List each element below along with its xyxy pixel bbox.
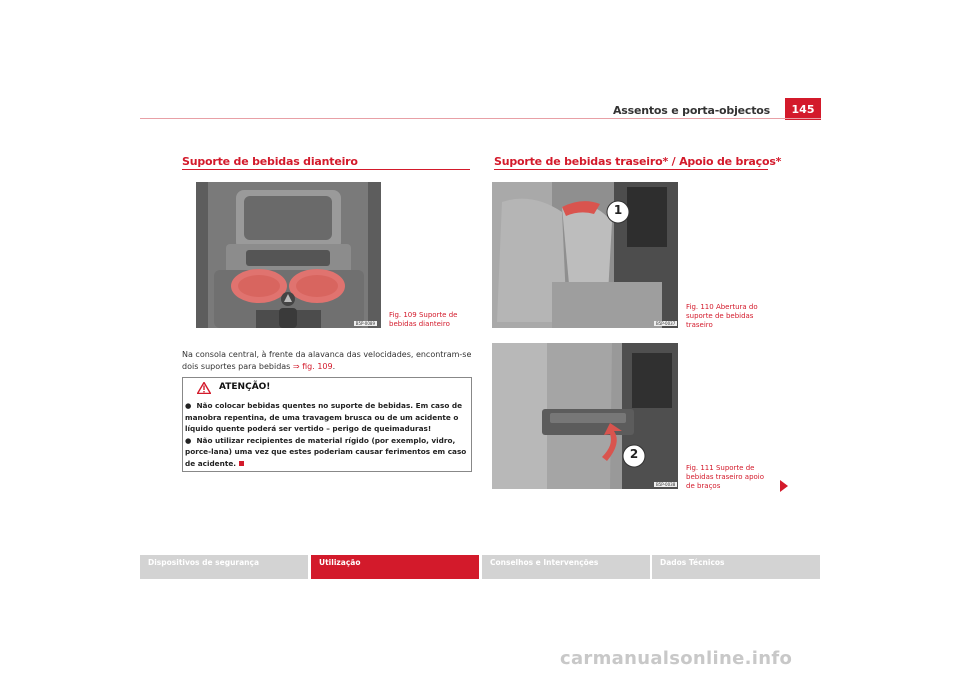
figure-code: B5P-0089 [355,321,375,326]
warning-item-text: Não utilizar recipientes de material rígido (por exemplo, vidro, porce-lana) uma vez que estes poderiam causar ferimentos em caso de acidente. [185,435,467,468]
section-divider [494,169,768,170]
footer-tab-technical-data[interactable]: Dados Técnicos [652,555,820,579]
warning-triangle-icon [197,382,211,394]
paragraph-text: Na consola central, à frente da alavanca das velocidades, encontram-se dois suportes para bebidas [182,350,472,371]
warning-item [185,435,469,470]
warning-item [185,400,469,435]
watermark: carmanualsonline.info [560,648,793,669]
figure-marker: 2 [629,447,639,461]
paragraph-end: . [332,362,336,371]
rear-seat-illustration [492,182,678,328]
figure-code: B5P-0037 [656,321,676,326]
section-divider [182,169,470,170]
warning-title: ATENÇÃO! [219,382,271,392]
footer-tab-operation[interactable]: Utilização [311,555,479,579]
warning-item-text: Não colocar bebidas quentes no suporte de bebidas. Em caso de manobra repentina, de uma travagem brusca ou de um acidente o líquido quente poderá ser vertido – perigo de queimaduras! [185,401,463,433]
figure-marker: 1 [613,203,623,217]
page-number: 145 [785,98,821,120]
figure-caption-110: Fig. 110 Abertura do suporte de bebidas traseiro [686,303,758,329]
console-illustration [196,182,381,328]
figure-front-cupholder-photo [196,182,381,328]
footer-tab-tips[interactable]: Conselhos e Intervenções [482,555,650,579]
section-heading-rear-cupholder: Suporte de bebidas traseiro* / Apoio de braços* [494,155,782,168]
end-marker-icon [239,461,244,466]
figure-rear-cupholder-opening-photo [492,182,678,328]
figure-caption-109: Fig. 109 Suporte de bebidas dianteiro [389,311,458,328]
page-header-title: Assentos e porta-objectos [612,104,770,117]
section-heading-front-cupholder: Suporte de bebidas dianteiro [182,155,358,168]
rear-armrest-illustration [492,343,678,489]
figure-caption-111: Fig. 111 Suporte de bebidas traseiro apoio de braços [686,464,765,490]
bullet-icon: ● [185,401,197,410]
warning-list [185,400,469,469]
figure-reference-link[interactable]: ⇒ fig. 109 [292,362,333,371]
figure-code: B5P-0038 [656,482,676,487]
warning-box [182,377,472,472]
body-paragraph [182,349,472,373]
footer-tab-safety[interactable]: Dispositivos de segurança [140,555,308,579]
next-page-arrow-icon[interactable] [780,480,788,492]
bullet-icon: ● [185,435,197,445]
figure-rear-armrest-photo [492,343,678,489]
header-divider [140,118,821,119]
